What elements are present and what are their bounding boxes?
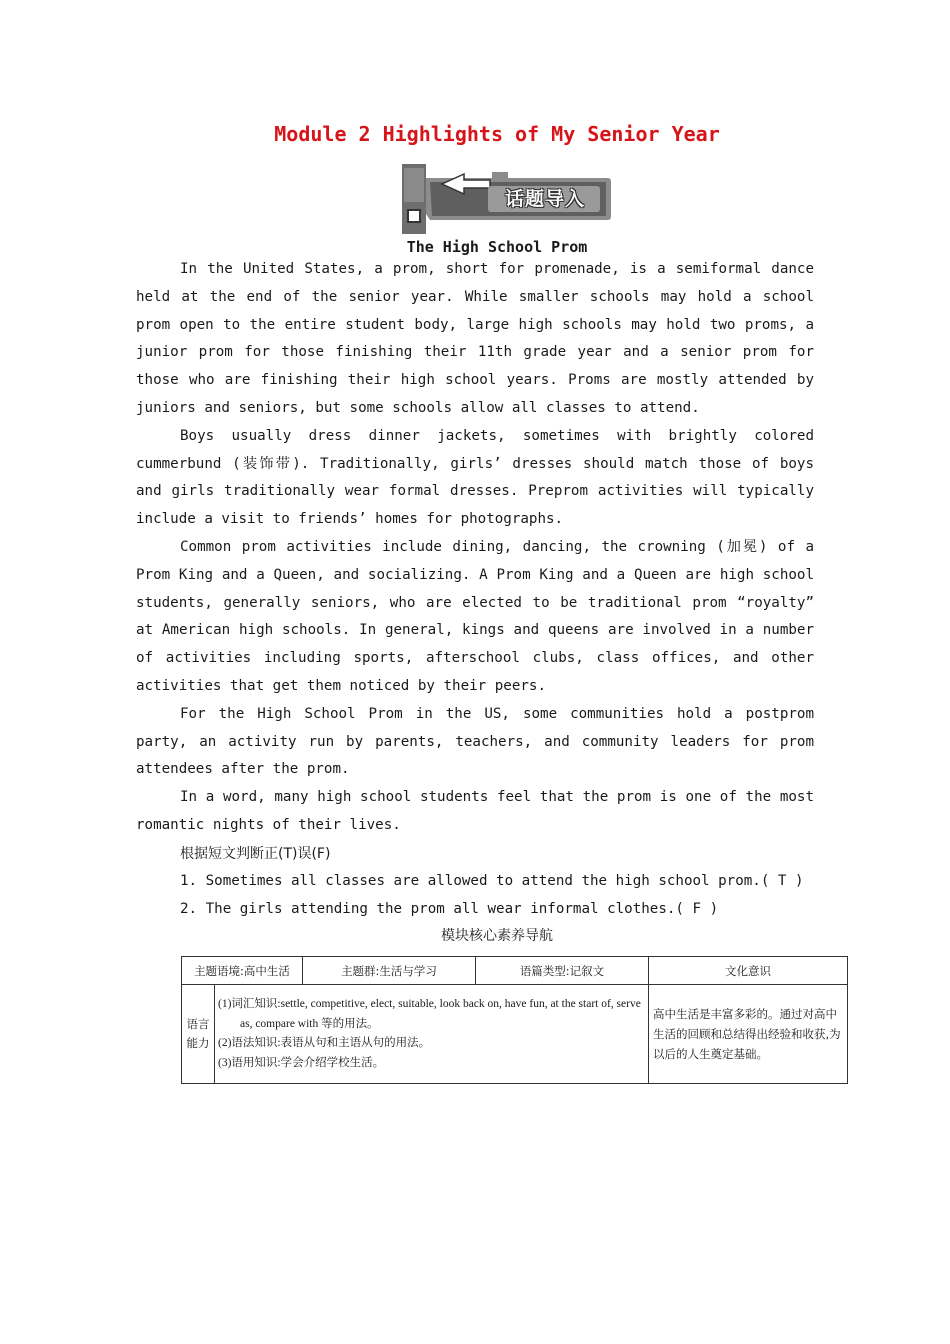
header-cell: 主题语境:高中生活 (182, 957, 303, 985)
question-item (180, 895, 718, 923)
article-paragraph: Common prom activities include dining, dancing, the crowning (加冕) of a Prom King and a Queen, and socializing. A Prom King and a Queen are high school students, generally seniors, who are elected to be traditional prom “royalty” at American high schools. In general, kings and queens are involved in a number of activities including sports, afterschool clubs, class offices, and other activities that get them noticed by their peers. (136, 538, 814, 694)
table-header-row (182, 957, 848, 985)
header-cell: 语篇类型:记叙文 (476, 957, 649, 985)
nav-table-title: 模块核心素养导航 (441, 928, 553, 944)
header-cell: 主题群:生活与学习 (303, 957, 476, 985)
header-cell: 文化意识 (649, 957, 848, 985)
page-title: Module 2 Highlights of My Senior Year (274, 122, 720, 146)
article-paragraph: In a word, many high school students feel that the prom is one of the most romantic nights of their lives. (136, 789, 814, 833)
language-item: (3)语用知识:学会介绍学校生活。 (218, 1056, 385, 1069)
language-item: (2)语法知识:表语从句和主语从句的用法。 (218, 1037, 431, 1049)
language-item: (1)词汇知识:settle, competitive, elect, suitable, look back on, have fun, at the start of, serve as, compare with 等的用法。 (218, 998, 641, 1030)
article-paragraph: In the United States, a prom, short for promenade, is a semiformal dance held at the end of the senior year. While smaller schools may hold a school prom open to the entire student body, large high schools may hold two proms, a junior prom for those finishing their 11th grade year and a senior prom for those who are finishing their high school years. Proms are mostly attended by juniors and seniors, but some schools allow all classes to attend. (136, 261, 814, 416)
banner-label: 话题导入 (504, 188, 585, 210)
side-label: 语言能力 (182, 985, 215, 1084)
article-body (136, 256, 814, 840)
article-paragraph: For the High School Prom in the US, some communities hold a postprom party, an activity run by parents, teachers, and community leaders for prom attendees after the prom. (136, 705, 814, 778)
question-answer: ( F ) (675, 901, 719, 917)
task-heading: 根据短文判断正(T)误(F) (180, 846, 331, 862)
article-paragraph: Boys usually dress dinner jackets, sometimes with brightly colored cummerbund (装饰带). Traditionally, girls’ dresses should match those of boys and girls traditionally wear formal dresses. Preprom activities will typically include a visit to friends’ homes for photographs. (136, 427, 814, 528)
question-text: 1. Sometimes all classes are allowed to attend the high school prom. (180, 873, 761, 889)
question-text: 2. The girls attending the prom all wear informal clothes. (180, 901, 676, 917)
culture-cell: 高中生活是丰富多彩的。通过对高中生活的回顾和总结得出经验和收获,为以后的人生奠定基础。 (649, 985, 848, 1084)
question-item (180, 867, 804, 895)
question-answer: ( T ) (760, 873, 804, 889)
table-row (182, 985, 848, 1084)
article-title: The High School Prom (406, 238, 588, 256)
language-skills-cell (215, 985, 649, 1084)
core-literacy-table (181, 956, 848, 1084)
topic-banner (402, 164, 612, 234)
